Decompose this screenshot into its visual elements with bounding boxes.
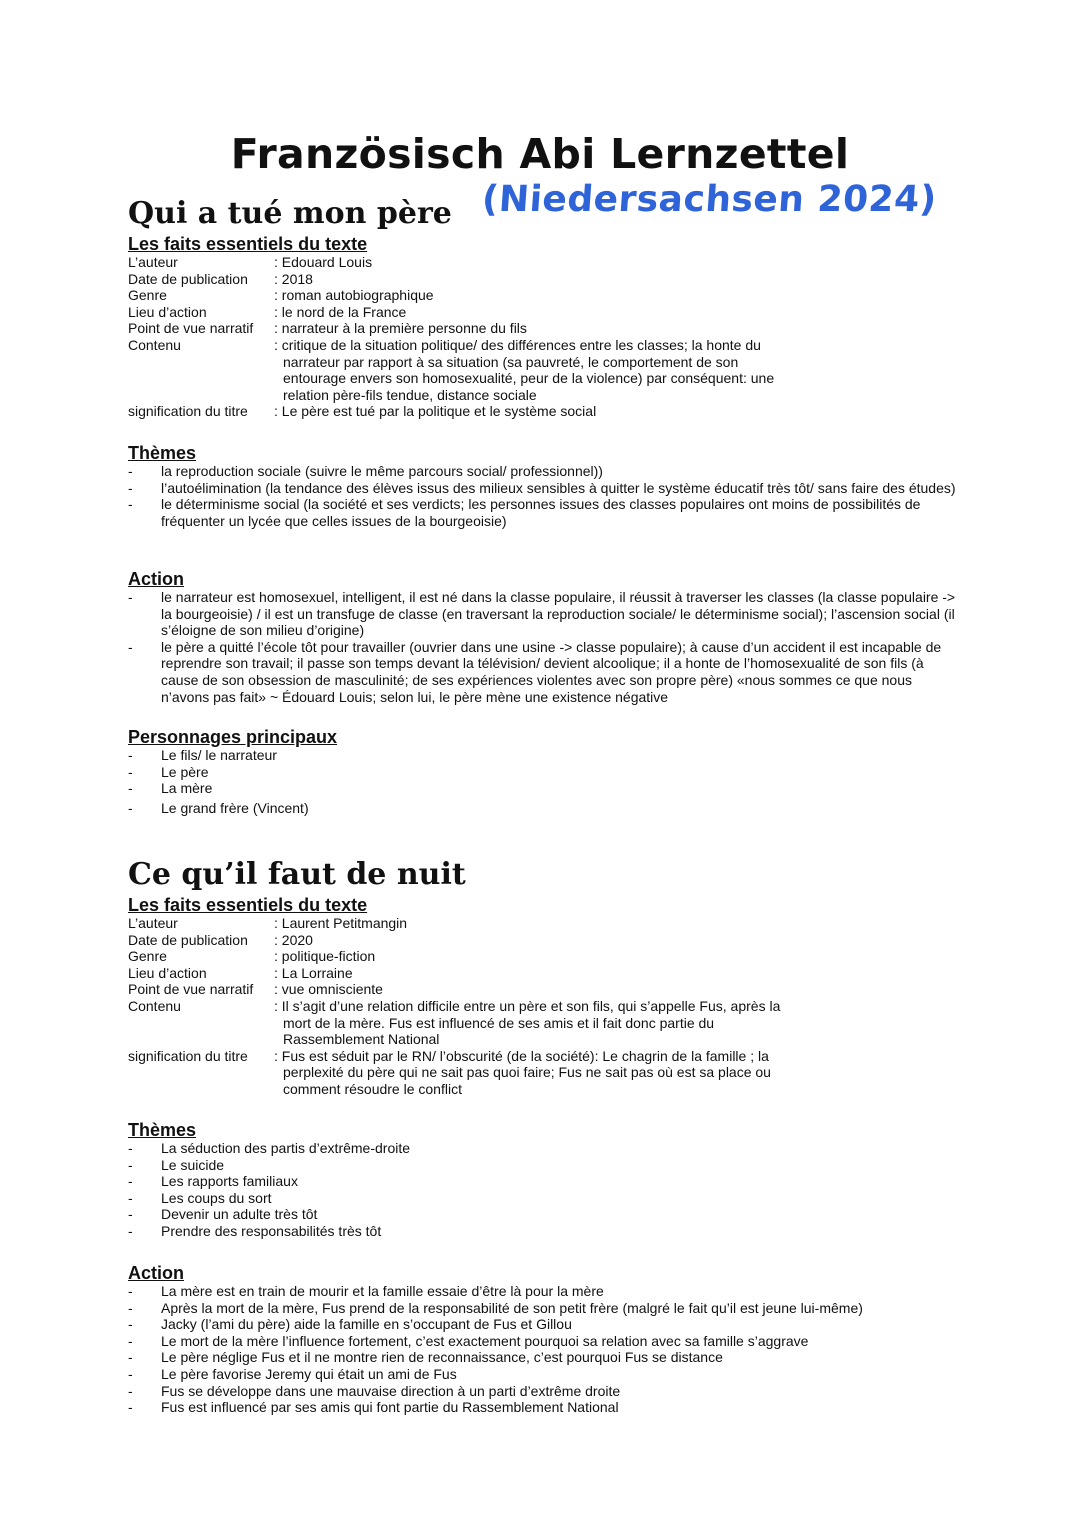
list-item: - Jacky (l’ami du père) aide la famille en s’occupant de Fus et Gillou xyxy=(128,1316,958,1333)
fact-label: signification du titre xyxy=(128,1047,248,1064)
list-item: - La séduction des partis d’extrême-droite xyxy=(128,1140,958,1157)
fact-row xyxy=(128,403,958,420)
book1-facts xyxy=(128,254,958,420)
book1-themes-block xyxy=(128,443,958,529)
fact-value: : La Lorraine xyxy=(274,964,353,981)
fact-label: Lieu d’action xyxy=(128,303,207,320)
fact-value: : critique de la situation politique/ des différences entre les classes; la honte du narrateur par rapport à sa situation (sa pauvreté, le comportement de son entourage envers son homosexualité, peur de la violence) par conséquent: une relation père-fils tendue, distance sociale xyxy=(274,336,775,403)
fact-row xyxy=(128,1048,958,1098)
fact-label: Point de vue narratif xyxy=(128,981,254,998)
fact-value: : narrateur à la première personne du fils xyxy=(274,320,527,337)
fact-row xyxy=(128,965,958,982)
book2-themes-list xyxy=(128,1140,958,1240)
book1-themes-heading: Thèmes xyxy=(128,443,197,463)
book1-facts-heading: Les faits essentiels du texte xyxy=(128,234,368,254)
book2-action-list xyxy=(128,1283,958,1416)
list-item: - Le suicide xyxy=(128,1157,958,1174)
book2-facts xyxy=(128,915,958,1098)
list-item: - la reproduction sociale (suivre le même parcours social/ professionnel)) xyxy=(128,463,958,480)
fact-value: : 2020 xyxy=(274,931,313,948)
list-item: - Après la mort de la mère, Fus prend de la responsabilité de son petit frère (malgré le fait qu’il est jeune lui-même) xyxy=(128,1300,958,1317)
fact-label: Date de publication xyxy=(128,270,248,287)
book1-facts-heading-block xyxy=(128,234,958,254)
fact-value: : 2018 xyxy=(274,270,313,287)
fact-label: Point de vue narratif xyxy=(128,320,254,337)
book1-action-list xyxy=(128,589,958,705)
fact-row xyxy=(128,337,958,403)
list-item: - La mère est en train de mourir et la famille essaie d’être là pour la mère xyxy=(128,1283,958,1300)
fact-value: : Le père est tué par la politique et le système social xyxy=(274,403,597,420)
list-item: - Le père xyxy=(128,764,958,781)
book1-action-heading: Action xyxy=(128,569,184,589)
list-item: - Le grand frère (Vincent) xyxy=(128,800,958,817)
list-item: - le déterminisme social (la société et ses verdicts; les personnes issues des classes populaires ont moins de possibilités de fréquenter un lycée que celles issues de la bourgeoisie) xyxy=(128,496,958,529)
fact-label: signification du titre xyxy=(128,403,248,420)
fact-row xyxy=(128,981,958,998)
book1-characters-block xyxy=(128,727,958,816)
list-item: - le père a quitté l’école tôt pour travailler (ouvrier dans une usine -> classe populaire); à cause d’un accident il est incapable de reprendre son travail; il passe son temps devant la télévision/ devient alcoolique; il a honte de l’homosexualité de son fils (à cause de son obsession de masculinité; de ses expériences violentes avec son propre père) «nous sommes ce que nous n’avons pas fait» ~ Édouard Louis; selon lui, le père mène une existence négative xyxy=(128,639,958,705)
book2-facts-heading: Les faits essentiels du texte xyxy=(128,895,368,915)
list-item: - Le mort de la mère l’influence fortement, c’est exactement pourquoi sa relation avec sa famille s’aggrave xyxy=(128,1333,958,1350)
book1-characters-list xyxy=(128,747,958,816)
fact-label: L’auteur xyxy=(128,915,178,931)
fact-row xyxy=(128,320,958,337)
fact-value: : roman autobiographique xyxy=(274,287,434,304)
fact-label: Date de publication xyxy=(128,931,248,948)
fact-value: : Edouard Louis xyxy=(274,254,373,270)
fact-value: : Laurent Petitmangin xyxy=(274,915,408,931)
fact-label: Contenu xyxy=(128,336,181,353)
handwritten-note: (Niedersachsen 2024) xyxy=(480,179,939,220)
list-item: - Le père favorise Jeremy qui était un ami de Fus xyxy=(128,1366,958,1383)
fact-label: Contenu xyxy=(128,997,181,1014)
fact-row xyxy=(128,287,958,304)
book1-themes-list xyxy=(0,463,958,529)
fact-row xyxy=(128,271,958,288)
list-item: - Prendre des responsabilités très tôt xyxy=(128,1223,958,1240)
book2-action-heading: Action xyxy=(128,1263,184,1283)
book2-facts-heading-block xyxy=(128,895,958,915)
list-item: - Fus se développe dans une mauvaise direction à un parti d’extrême droite xyxy=(128,1383,958,1400)
book1-characters-heading: Personnages principaux xyxy=(128,727,338,747)
fact-value: : politique-fiction xyxy=(274,948,376,965)
book2-title: Ce qu’il faut de nuit xyxy=(128,857,466,892)
page-title: Französisch Abi Lernzettel xyxy=(230,130,850,178)
fact-value: : vue omnisciente xyxy=(274,981,383,998)
list-item: - Les rapports familiaux xyxy=(128,1173,958,1190)
fact-row xyxy=(128,948,958,965)
list-item: - La mère xyxy=(128,780,958,797)
fact-label: Genre xyxy=(128,287,167,304)
fact-value: : Fus est séduit par le RN/ l’obscurité (de la société): Le chagrin de la famille ; la perplexité du père qui ne sait pas quoi faire; Fus ne sait pas où est sa place ou comment résoudre le conflict xyxy=(274,1047,771,1097)
list-item: - Le fils/ le narrateur xyxy=(128,747,958,764)
fact-label: Genre xyxy=(128,948,167,965)
book2-action-block xyxy=(128,1263,958,1416)
fact-value: : Il s’agit d’une relation difficile entre un père et son fils, qui s’appelle Fus, après la mort de la mère. Fus est influencé de ses amis et il fait donc partie du Rassemblement National xyxy=(274,997,781,1048)
fact-row xyxy=(128,254,958,271)
fact-value: : le nord de la France xyxy=(274,303,407,320)
fact-row xyxy=(128,998,958,1048)
list-item: - l’autoélimination (la tendance des élèves issus des milieux sensibles à quitter le système éducatif très tôt/ sans faire des études) xyxy=(128,480,958,497)
book2-title-block xyxy=(128,857,958,893)
list-item: - le narrateur est homosexuel, intelligent, il est né dans la classe populaire, il réussit à traverser les classes (la classe populaire -> la bourgeoisie) / il est un transfuge de classe (en traversant la reproduction sociale/ le déterminisme social); l’ascension social (il s’éloigne de son milieu d’origine) xyxy=(128,589,958,639)
list-item: - Fus est influencé par ses amis qui font partie du Rassemblement National xyxy=(128,1399,958,1416)
fact-label: L’auteur xyxy=(128,254,178,270)
list-item: - Les coups du sort xyxy=(128,1190,958,1207)
book1-action-block xyxy=(128,569,958,705)
fact-row xyxy=(128,304,958,321)
book2-themes-heading: Thèmes xyxy=(128,1120,197,1140)
book2-themes-block xyxy=(128,1120,958,1240)
book1-title: Qui a tué mon père xyxy=(128,196,452,231)
fact-row xyxy=(128,932,958,949)
fact-label: Lieu d’action xyxy=(128,964,207,981)
list-item: - Devenir un adulte très tôt xyxy=(128,1206,958,1223)
book1-title-block xyxy=(128,196,958,232)
fact-row xyxy=(128,915,958,932)
list-item: - Le père néglige Fus et il ne montre rien de reconnaissance, c’est pourquoi Fus se distance xyxy=(128,1349,958,1366)
